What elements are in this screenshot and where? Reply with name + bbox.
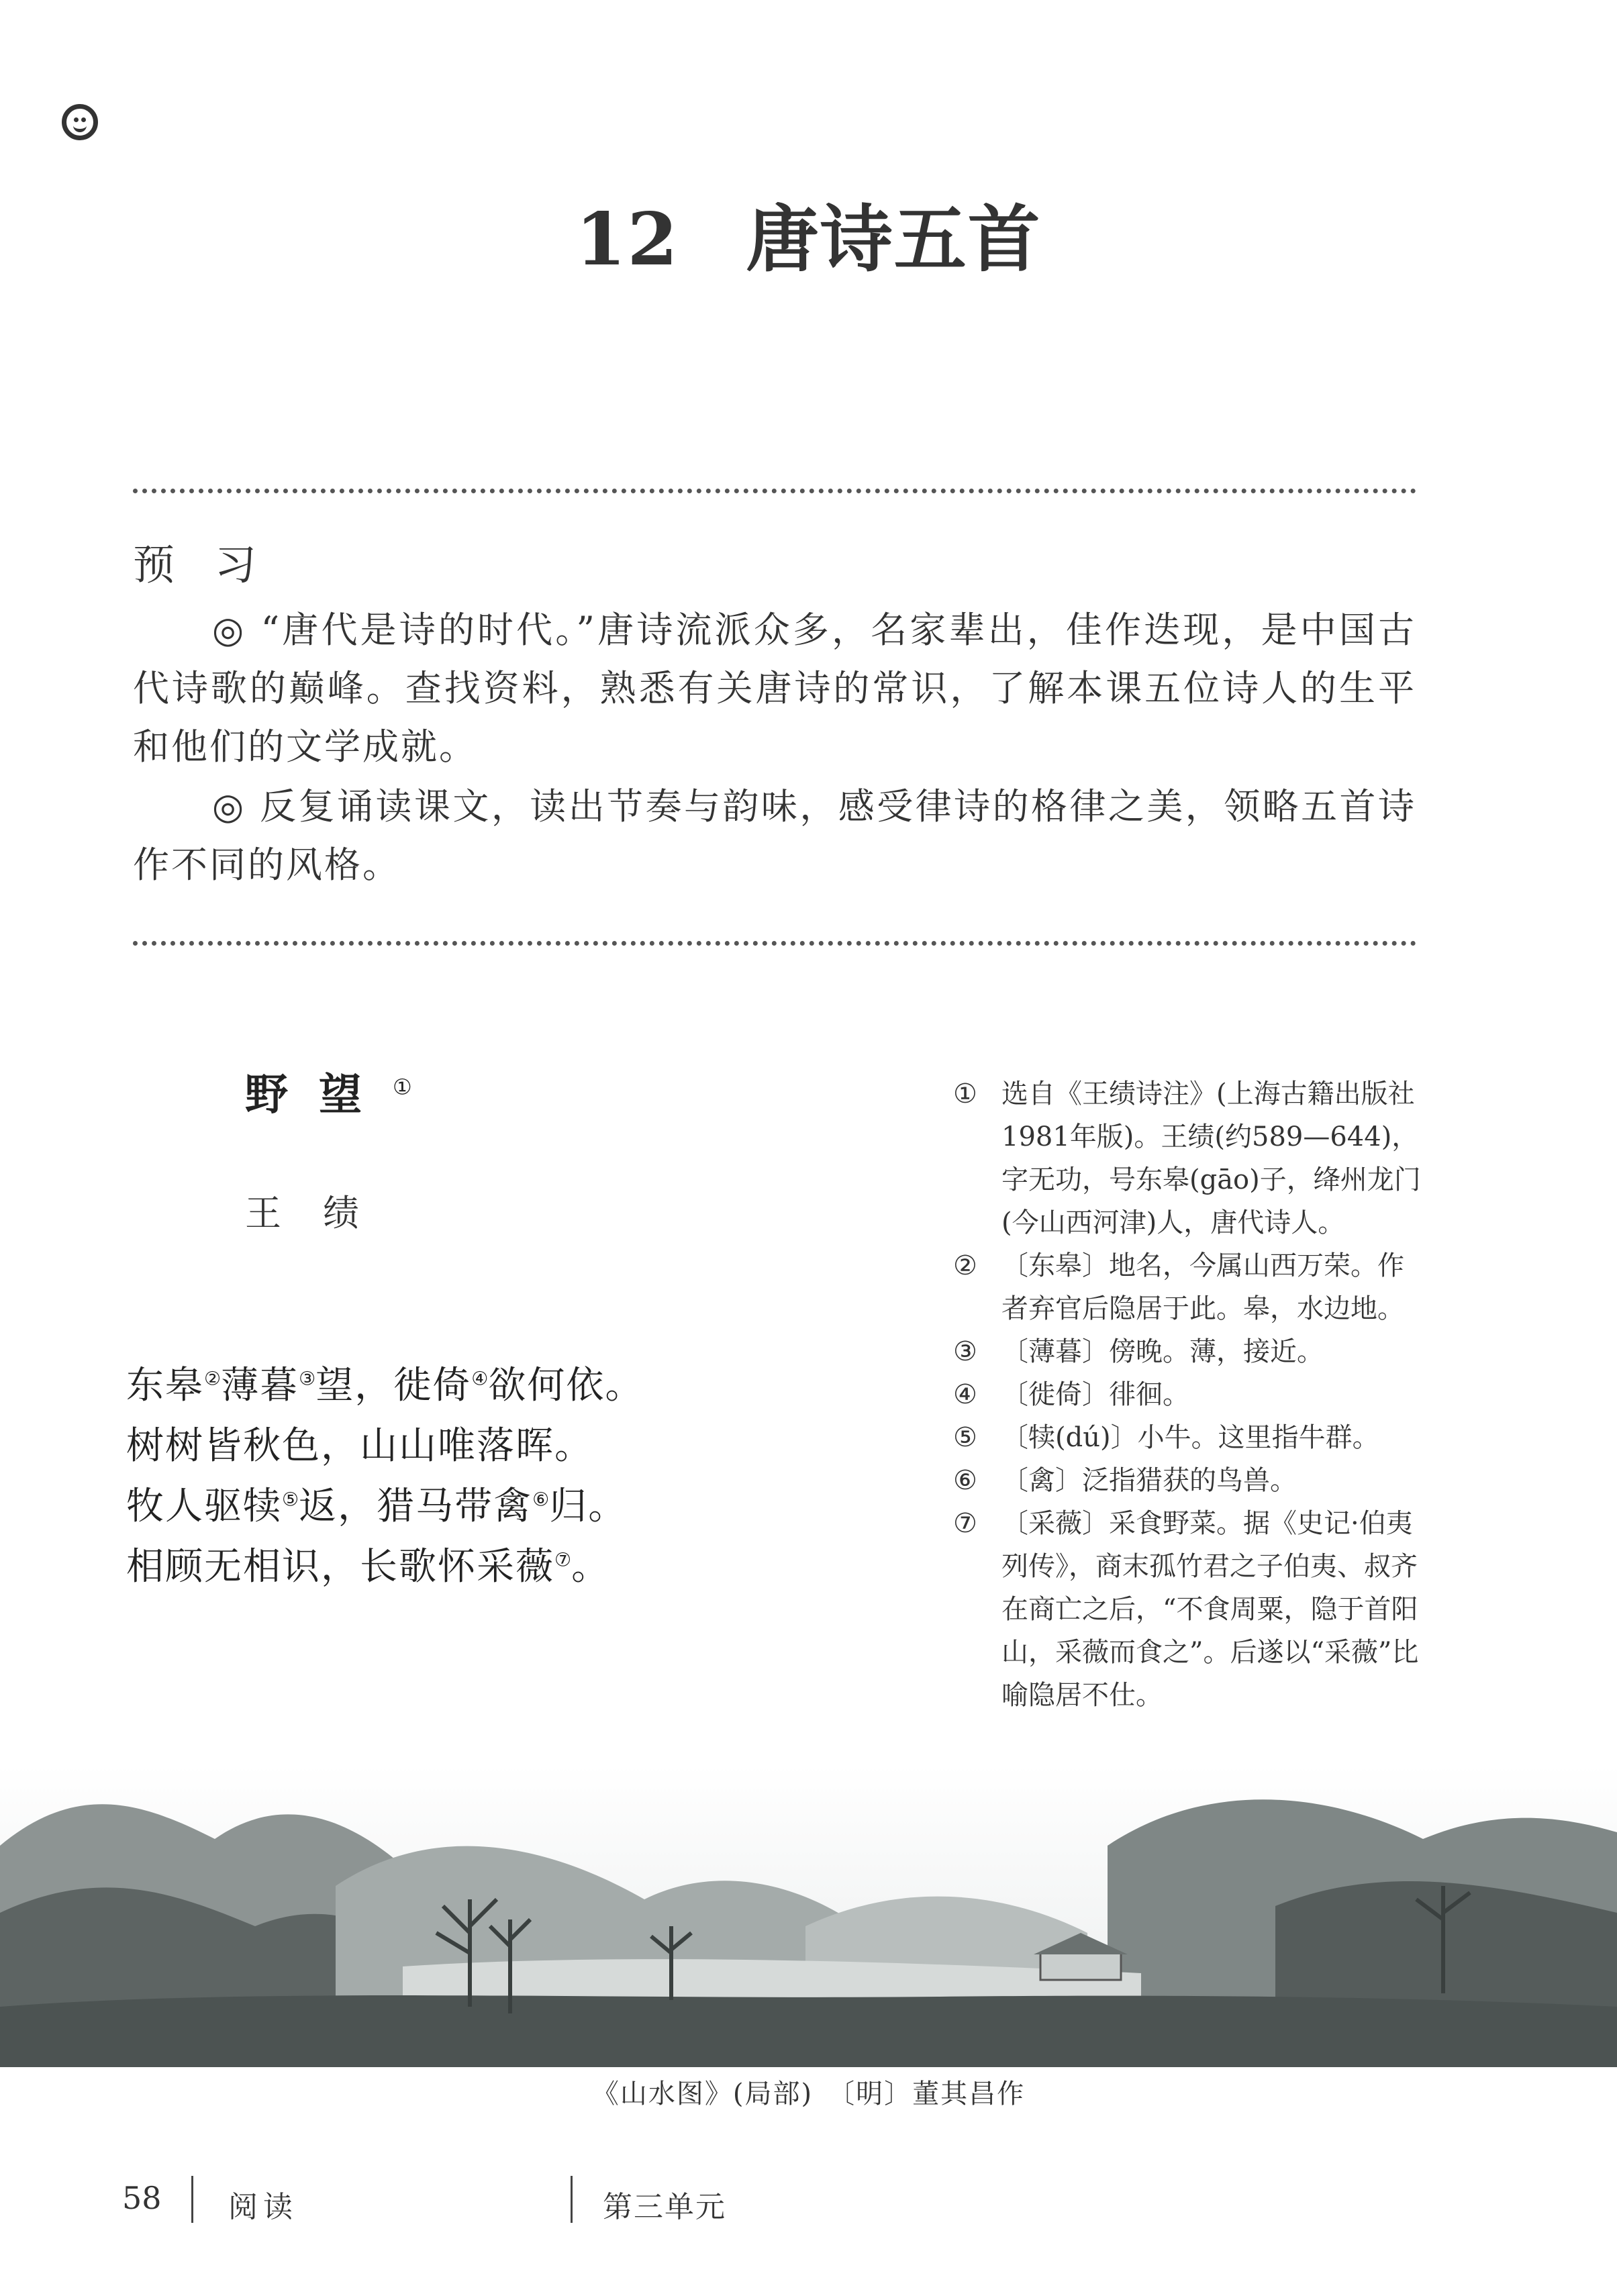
divider-top	[133, 489, 1416, 493]
footer-section: 阅读	[228, 2190, 298, 2224]
poem-title-text: 野望	[245, 1070, 393, 1120]
poem-text: 返，猎马带禽	[299, 1485, 533, 1528]
footnote-mark: ④	[953, 1379, 977, 1410]
note-ref-mark: ⑦	[554, 1548, 572, 1571]
preview-item-2: ◎ 反复诵读课文，读出节奏与韵味，感受律诗的格律之美，领略五首诗作不同的风格。	[133, 785, 1416, 886]
footnote-text: 〔禽〕泛指猎获的鸟兽。	[1001, 1465, 1297, 1496]
footnote-text: 选自《王绩诗注》(上海古籍出版社1981年版)。王绩(约589—644)，字无功，号东皋(gāo)子，绛州龙门(今山西河津)人，唐代诗人。	[1001, 1079, 1421, 1238]
lesson-number: 12	[575, 197, 679, 282]
poem-line	[126, 1537, 610, 1591]
footnote-text: 〔东皋〕地名，今属山西万荣。作者弃官后隐居于此。皋，水边地。	[1001, 1250, 1404, 1324]
poem-text: 归。	[549, 1485, 628, 1528]
note-ref-mark: ④	[471, 1367, 489, 1390]
lesson-title	[0, 181, 1617, 285]
poem-text: 。	[571, 1545, 611, 1589]
poem-line	[126, 1477, 627, 1530]
poem-author: 王绩	[245, 1192, 401, 1234]
note-ref-mark: ②	[204, 1367, 222, 1390]
footnote-mark: ①	[953, 1079, 977, 1109]
poem-line	[126, 1416, 593, 1470]
footnote-mark: ⑥	[953, 1465, 977, 1496]
poem-text: 欲何依。	[488, 1364, 644, 1407]
footnote-mark: ⑤	[953, 1422, 977, 1453]
note-ref-mark: ③	[299, 1367, 316, 1390]
poem-title	[245, 1060, 412, 1122]
footnote-text: 〔薄暮〕傍晚。薄，接近。	[1001, 1336, 1324, 1367]
landscape-painting	[0, 1765, 1617, 2067]
poem-text: 望，徙倚	[315, 1364, 472, 1407]
note-ref-mark: ⑥	[532, 1488, 550, 1511]
footnote	[953, 1459, 1423, 1502]
footer-divider-1	[191, 2176, 193, 2223]
footer-divider-2	[571, 2176, 573, 2223]
footnote	[953, 1502, 1423, 1717]
preview-heading: 预 习	[133, 540, 270, 589]
footnote	[953, 1416, 1423, 1459]
smiley-icon	[62, 104, 98, 140]
poem-text: 牧人驱犊	[126, 1485, 282, 1528]
painting-caption: 《山水图》(局部) 〔明〕董其昌作	[591, 2079, 1026, 2109]
lesson-title-text: 唐诗五首	[746, 197, 1042, 282]
footnote-text: 〔采薇〕采食野菜。据《史记·伯夷列传》，商末孤竹君之子伯夷、叔齐在商亡之后，“不食周粟，隐于首阳山，采薇而食之”。后遂以“采薇”比喻隐居不仕。	[1001, 1508, 1419, 1711]
preview-item-1: ◎ “唐代是诗的时代。”唐诗流派众多，名家辈出，佳作迭现，是中国古代诗歌的巅峰。查找资料，熟悉有关唐诗的常识，了解本课五位诗人的生平和他们的文学成就。	[133, 609, 1416, 768]
footnote	[953, 1072, 1423, 1244]
footnote	[953, 1244, 1423, 1330]
footnote-mark: ⑦	[953, 1508, 977, 1539]
poem-text: 薄暮	[221, 1364, 299, 1407]
footnotes	[953, 1072, 1423, 1717]
footnote	[953, 1373, 1423, 1416]
footnote-mark: ③	[953, 1336, 977, 1367]
footnote-text: 〔犊(dú)〕小牛。这里指牛群。	[1001, 1422, 1379, 1453]
page-number: 58	[122, 2180, 162, 2216]
note-ref-mark: ⑤	[282, 1488, 299, 1511]
poem-title-note-mark: ①	[393, 1074, 412, 1100]
footnote-text: 〔徙倚〕徘徊。	[1001, 1379, 1189, 1410]
poem-line	[126, 1356, 644, 1409]
poem-text: 相顾无相识，长歌怀采薇	[126, 1545, 554, 1589]
divider-bottom	[133, 941, 1416, 946]
footnote	[953, 1330, 1423, 1373]
footer-unit: 第三单元	[603, 2190, 726, 2224]
footnote-mark: ②	[953, 1250, 977, 1281]
poem-text: 树树皆秋色，山山唯落晖。	[126, 1424, 593, 1468]
poem-text: 东皋	[126, 1364, 204, 1407]
